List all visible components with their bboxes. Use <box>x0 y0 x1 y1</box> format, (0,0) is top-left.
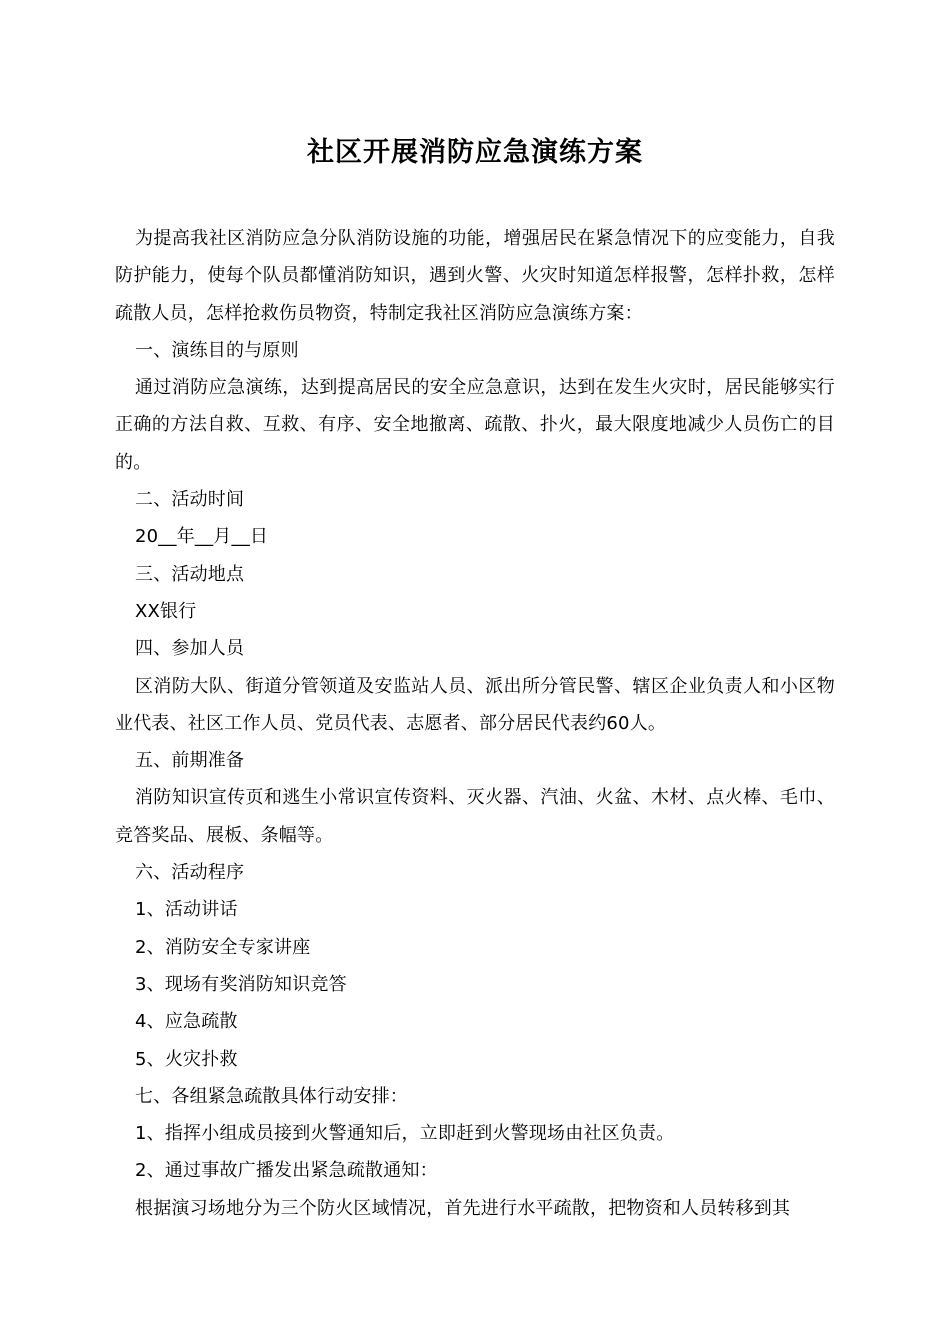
preparation-paragraph: 消防知识宣传页和逃生小常识宣传资料、灭火器、汽油、火盆、木材、点火棒、毛巾、竞答奖品、展板、条幅等。 <box>115 787 835 846</box>
procedure-item: 3、现场有奖消防知识竞答 <box>135 973 347 995</box>
section-heading-purpose: 一、演练目的与原则 <box>135 339 299 361</box>
procedure-item: 2、消防安全专家讲座 <box>135 936 311 958</box>
evacuation-item: 2、通过事故广播发出紧急疏散通知： <box>135 1160 438 1182</box>
participants-paragraph: 区消防大队、街道分管领道及安监站人员、派出所分管民警、辖区企业负责人和小区物业代表、社区工作人员、党员代表、志愿者、部分居民代表约60人。 <box>115 675 835 734</box>
section-heading-location: 三、活动地点 <box>135 563 245 585</box>
section-heading-participants: 四、参加人员 <box>135 638 245 660</box>
section-heading-preparation: 五、前期准备 <box>135 750 245 772</box>
section-heading-evacuation: 七、各组紧急疏散具体行动安排： <box>135 1085 408 1107</box>
section-heading-procedure: 六、活动程序 <box>135 862 245 884</box>
procedure-item: 1、活动讲话 <box>135 899 238 921</box>
purpose-paragraph: 通过消防应急演练，达到提高居民的安全应急意识，达到在发生火灾时，居民能够实行正确的方法自救、互救、有序、安全地撤离、疏散、扑火，最大限度地减少人员伤亡的目的。 <box>115 377 835 473</box>
intro-paragraph: 为提高我社区消防应急分队消防设施的功能，增强居民在紧急情况下的应变能力，自我防护能力，使每个队员都懂消防知识，遇到火警、火灾时知道怎样报警，怎样扑救，怎样疏散人员，怎样抢救伤员物资，特制定我社区消防应急演练方案： <box>115 228 835 324</box>
location-value: XX银行 <box>135 600 197 622</box>
procedure-item: 4、应急疏散 <box>135 1011 238 1033</box>
document-body <box>115 220 835 1227</box>
document-title: 社区开展消防应急演练方案 <box>307 137 643 168</box>
section-heading-time: 二、活动时间 <box>135 489 245 511</box>
evacuation-item: 1、指挥小组成员接到火警通知后，立即赶到火警现场由社区负责。 <box>135 1123 675 1145</box>
procedure-item: 5、火灾扑救 <box>135 1048 238 1070</box>
time-value: 20__年__月__日 <box>135 526 269 548</box>
evacuation-paragraph: 根据演习场地分为三个防火区域情况，首先进行水平疏散，把物资和人员转移到其 <box>135 1197 791 1219</box>
